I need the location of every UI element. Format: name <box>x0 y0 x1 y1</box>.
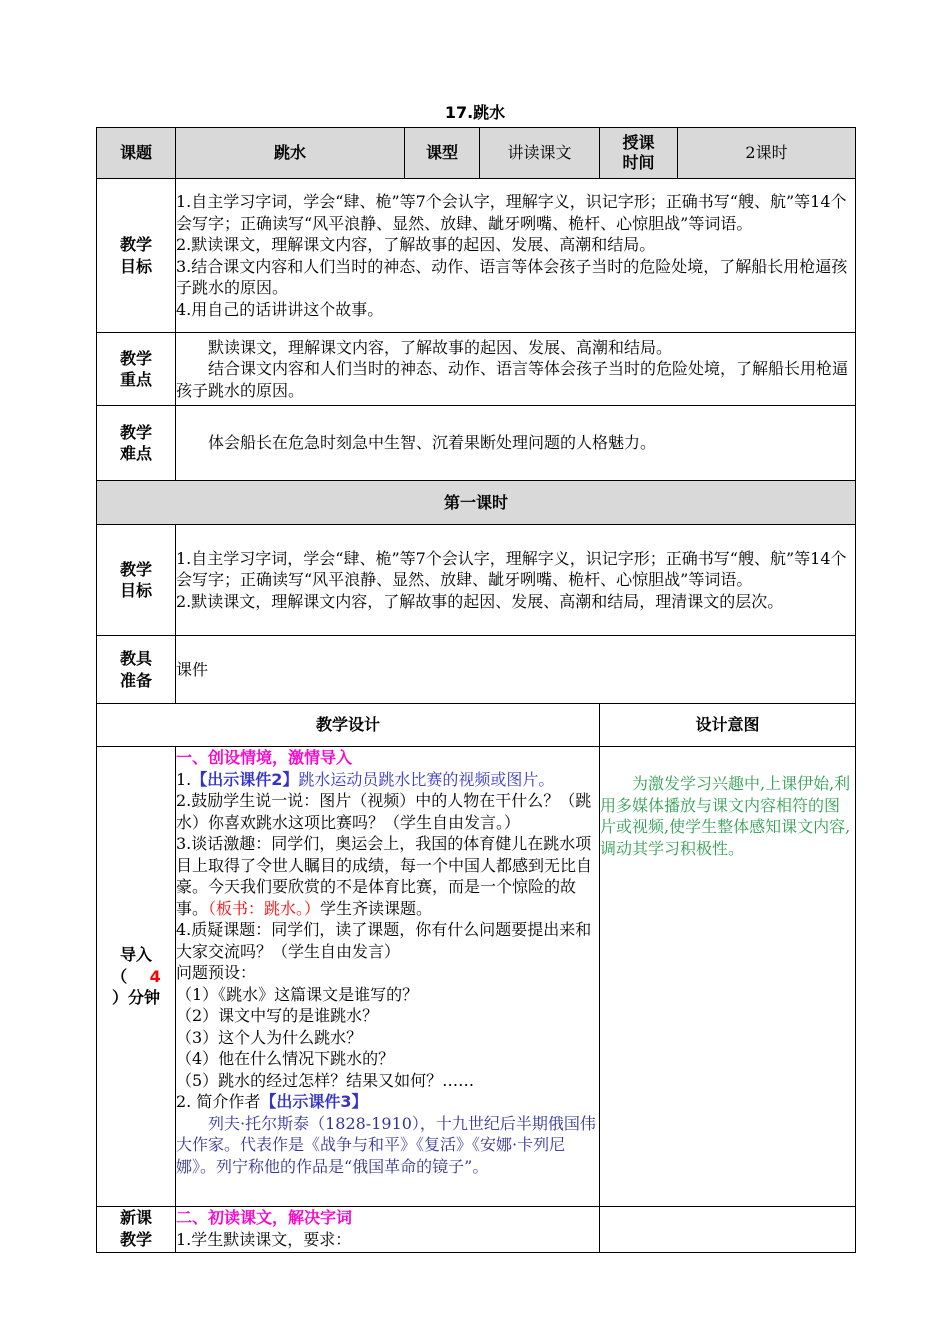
intro-step-2: 2.鼓励学生说一说：图片（视频）中的人物在干什么？（跳水）你喜欢跳水这项比赛吗？（学生自由发言。） <box>176 791 592 832</box>
lesson1-goals-label: 教学 目标 <box>97 525 176 636</box>
lesson1-goals-row <box>97 525 856 636</box>
intro-section-title: 一、创设情境，激情导入 <box>176 748 353 767</box>
keypoints-row <box>97 333 856 406</box>
intro-row <box>97 747 856 1207</box>
question-item: （2）课文中写的是谁跳水？ <box>176 1006 379 1025</box>
new-lesson-row <box>97 1207 856 1253</box>
time-value: 2课时 <box>678 128 856 179</box>
lesson1-goal-line: 2.默读课文，理解课文内容，了解故事的起因、发展、高潮和结局，理清课文的层次。 <box>176 591 784 611</box>
new-lesson-step-1: 1.学生默读课文，要求： <box>176 1229 352 1249</box>
lesson1-heading: 第一课时 <box>97 481 856 525</box>
intro-step-4: 4.质疑课题：同学们，读了课题，你有什么问题要提出来和大家交流吗？（学生自由发言） <box>176 920 592 961</box>
intro-intent: 为激发学习兴趣中,上课伊始,利用多媒体播放与课文内容相符的图片或视频,使学生整体感知课文内容,调动其学习积极性。 <box>600 747 856 1207</box>
goals-label: 教学 目标 <box>97 179 176 333</box>
goal-line: 1.自主学习字词，学会“肆、桅”等7个会认字，理解字义，识记字形；正确书写“艘、航”等14个会写字；正确读写“风平浪静、显然、放肆、龇牙咧嘴、桅杆、心惊胆战”等词语。 <box>176 192 847 233</box>
question-item: （3）这个人为什么跳水？ <box>176 1027 363 1047</box>
tools-label: 教具 准备 <box>97 636 176 704</box>
intro-step-3: 3.谈话激趣：同学们，奥运会上，我国的体育健儿在跳水项目上取得了令世人瞩目的成绩，每一个中国人都感到无比自豪。今天我们要欣赏的不是体育比赛，而是一个惊险的故事。（板书：跳水。）学生齐读课题。 <box>176 834 593 918</box>
type-label: 课型 <box>405 128 480 179</box>
keypoint-line: 默读课文，理解课文内容，了解故事的起因、发展、高潮和结局。 <box>208 337 673 357</box>
intent-col-header: 设计意图 <box>600 704 856 747</box>
lesson1-heading-row <box>97 481 856 525</box>
time-label: 授课 时间 <box>600 128 678 179</box>
topic-value: 跳水 <box>176 128 405 179</box>
difficulty-content: 体会船长在危急时刻急中生智、沉着果断处理问题的人格魅力。 <box>176 406 856 481</box>
goal-line: 3.结合课文内容和人们当时的神态、动作、语言等体会孩子当时的危险处境，了解船长用枪逼孩子跳水的原因。 <box>176 256 848 297</box>
design-col-header: 教学设计 <box>97 704 600 747</box>
difficulty-row <box>97 406 856 481</box>
new-lesson-label: 新课 教学 <box>97 1207 176 1253</box>
keypoints-label: 教学 重点 <box>97 333 176 406</box>
goal-line: 4.用自己的话讲讲这个故事。 <box>176 299 384 319</box>
courseware-tag: 【出示课件3】 <box>260 1092 368 1111</box>
question-item: （4）他在什么情况下跳水的？ <box>176 1049 395 1068</box>
topic-label: 课题 <box>97 128 176 179</box>
lesson1-goal-line: 1.自主学习字词，学会“肆、桅”等7个会认字，理解字义，识记字形；正确书写“艘、航”等14个会写字；正确读写“风平浪静、显然、放肆、龇牙咧嘴、桅杆、心惊胆战”等词语。 <box>176 548 847 590</box>
new-lesson-section-title: 二、初读课文，解决字词 <box>176 1208 353 1227</box>
lesson-plan-table <box>96 127 856 1253</box>
tools-content: 课件 <box>176 636 856 704</box>
question-item: （1）《跳水》这篇课文是谁写的？ <box>176 984 419 1004</box>
intro-minutes: 4 <box>149 966 161 986</box>
intro-content <box>176 747 600 1207</box>
author-heading: 2. 简介作者【出示课件3】 <box>176 1092 368 1111</box>
author-intro: 列夫·托尔斯泰（1828-1910），十九世纪后半期俄国伟大作家。代表作是《战争与和平》《复活》《安娜·卡列尼娜》。列宁称他的作品是“俄国革命的镜子”。 <box>176 1113 596 1176</box>
document-title: 17.跳水 <box>444 103 506 122</box>
preset-label: 问题预设： <box>176 963 257 982</box>
keypoints-content <box>176 333 856 406</box>
lesson1-goals-content <box>176 525 856 636</box>
goals-content <box>176 179 856 333</box>
tools-row <box>97 636 856 704</box>
goal-line: 2.默读课文，理解课文内容，了解故事的起因、发展、高潮和结局。 <box>176 235 656 254</box>
type-value: 讲读课文 <box>480 128 600 179</box>
intro-step-1: 1.【出示课件2】跳水运动员跳水比赛的视频或图片。 <box>176 769 555 789</box>
new-lesson-intent <box>600 1207 856 1253</box>
keypoint-line: 结合课文内容和人们当时的神态、动作、语言等体会孩子当时的危险处境，了解船长用枪逼孩子跳水的原因。 <box>176 359 849 400</box>
courseware-tag: 【出示课件2】 <box>191 769 299 789</box>
design-header-row <box>97 704 856 747</box>
header-row <box>97 128 856 179</box>
goals-row <box>97 179 856 333</box>
question-item: （5）跳水的经过怎样？结果又如何？…… <box>176 1070 475 1090</box>
intro-label: 导入 （ 4 ）分钟 <box>97 747 176 1207</box>
new-lesson-content <box>176 1207 600 1253</box>
difficulty-label: 教学 难点 <box>97 406 176 481</box>
board-note: （板书：跳水。） <box>208 898 321 918</box>
